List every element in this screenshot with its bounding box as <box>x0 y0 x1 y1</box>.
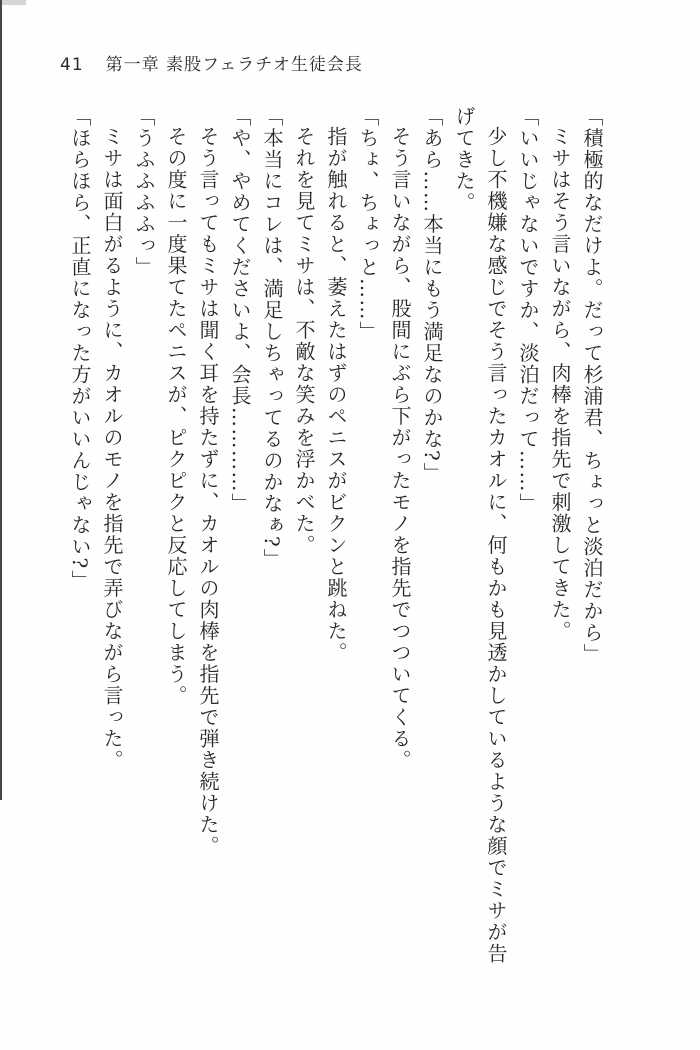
paragraph-3: 「いいじゃないですか、淡泊だって……」 <box>516 106 540 515</box>
page-edge-line <box>0 0 2 800</box>
paragraph-14: 「うふふふふっ」 <box>132 106 156 278</box>
running-head <box>60 50 363 75</box>
paragraph-4: 少し不機嫌な感じでそう言ったカオルに、何もかも見透かしているような顔でミサが告げてきた。 <box>452 106 508 965</box>
paragraph-8: 指が触れると、萎えたはずのペニスがビクンと跳ねた。 <box>324 126 348 664</box>
paragraph-10: 「本当にコレは、満足しちゃってるのかなぁ?」 <box>260 106 284 570</box>
paragraph-11: 「や、やめてくださいよ、会長…………」 <box>228 106 252 515</box>
paragraph-1: 「積極的なだけよ。だって杉浦君、ちょっと淡泊だから」 <box>580 106 604 665</box>
chapter-title: 第一章 素股フェラチオ生徒会長 <box>105 55 363 75</box>
paragraph-7: 「ちょ、ちょっと……」 <box>356 106 380 343</box>
paragraph-16: 「ほらほら、正直になった方がいいんじゃない?」 <box>68 106 92 592</box>
paragraph-5: 「あら……本当にもう満足なのかな?」 <box>420 106 444 484</box>
paragraph-9: それを見てミサは、不敵な笑みを浮かべた。 <box>292 126 316 556</box>
paragraph-15: ミサは面白がるように、カオルのモノを指先で弄びながら言った。 <box>100 126 124 771</box>
paragraph-13: その度に一度果てたペニスが、ピクピクと反応してしまう。 <box>164 126 188 707</box>
page-number: 41 <box>60 55 84 75</box>
scan-edge-smudge <box>0 0 26 5</box>
body-text-vertical <box>60 106 608 976</box>
paragraph-2: ミサはそう言いながら、肉棒を指先で刺激してきた。 <box>548 126 572 642</box>
paragraph-6: そう言いながら、股間にぶら下がったモノを指先でつついてくる。 <box>388 126 412 771</box>
paragraph-12: そう言ってもミサは聞く耳を持たずに、カオルの肉棒を指先で弾き続けた。 <box>196 126 220 857</box>
